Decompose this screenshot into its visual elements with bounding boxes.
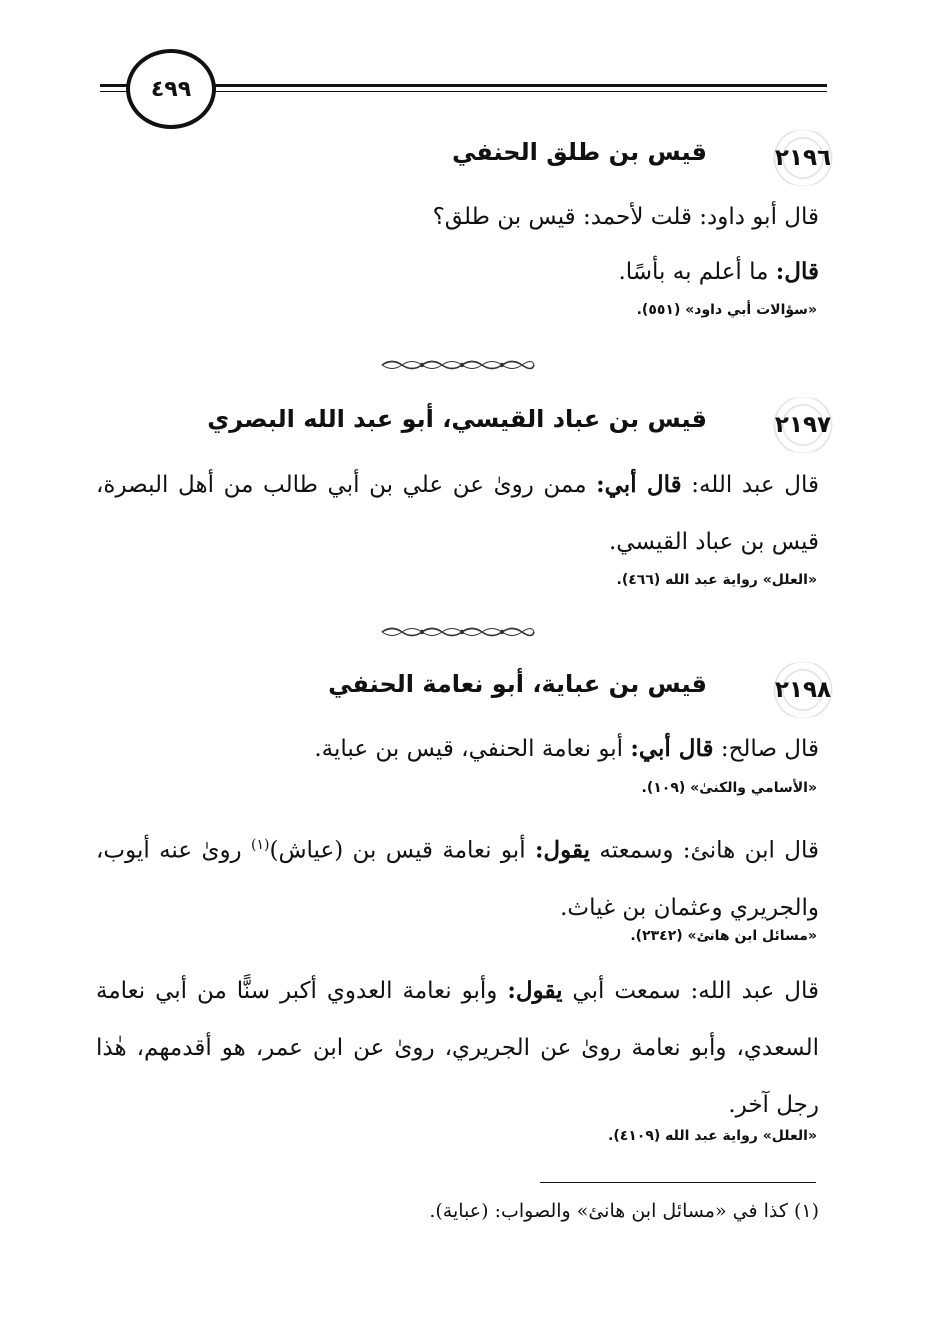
entry-heading (121, 397, 841, 453)
paragraph-bold: يقول: (534, 836, 591, 864)
footnote-marker[interactable]: (١) (251, 837, 270, 853)
paragraph-text: رویٰ عنه أيوب، والجريري وعثمان بن غياث. (96, 837, 819, 921)
paragraph-bold: قال: (775, 258, 819, 285)
paragraph-bold: قال أبي: (596, 471, 682, 498)
divider-ornament-icon (378, 624, 538, 640)
paragraph (96, 817, 819, 937)
paragraph-text: أبو نعامة قيس بن (عياش) (269, 837, 535, 864)
entry-number-rosette: ٢١٩٦ (765, 130, 841, 186)
source-citation: «العلل» رواية عبد الله (٤٦٦). (616, 572, 817, 588)
paragraph (96, 720, 819, 778)
paragraph-text: وأبو نعامة العدوي أكبر سنًّا من أبي نعامة السعدي، وأبو نعامة رویٰ عن الجريري، رویٰ عن ابن عمر، هو أقدمهم، هٰذا رجل آخر. (96, 978, 819, 1118)
source-citation: «مسائل ابن هانئ» (٢٣٤٢). (630, 928, 817, 944)
divider-ornament-icon (378, 357, 538, 373)
paragraph-text: أبو نعامة الحنفي، قيس بن عباية. (314, 736, 631, 762)
paragraph-text: ما أعلم به بأسًا. (618, 259, 776, 285)
entry-title: قيس بن طلق الحنفي (451, 138, 707, 166)
entry-title: قيس بن عباد القيسي، أبو عبد الله البصري (207, 405, 707, 433)
paragraph-text: قال عبد الله: سمعت أبي (562, 978, 819, 1004)
paragraph-text: قال أبو داود: قلت لأحمد: قيس بن طلق؟ (432, 204, 819, 230)
paragraph-bold: يقول: (507, 977, 563, 1004)
source-citation: «الأسامي والكنىٰ» (١٠٩). (641, 780, 817, 796)
paragraph-bold: قال أبي: (630, 735, 714, 762)
entry-heading (121, 130, 841, 186)
paragraph-text: قال ابن هانئ: وسمعته (590, 837, 819, 864)
paragraph (96, 189, 819, 246)
source-citation: «سؤالات أبي داود» (٥٥١). (636, 302, 817, 318)
footnote: (١) كذا في «مسائل ابن هانئ» والصواب: (عباية). (429, 1200, 819, 1222)
paragraph (96, 962, 819, 1134)
entry-heading (121, 662, 841, 718)
entry-title: قيس بن عباية، أبو نعامة الحنفي (328, 670, 707, 698)
paragraph-text: ممن رویٰ عن علي بن أبي طالب من أهل البصرة، قيس بن عباد القيسي. (96, 472, 819, 555)
paragraph (96, 243, 819, 301)
paragraph (96, 456, 819, 571)
paragraph-text: قال عبد الله: (681, 472, 819, 498)
paragraph-text: قال صالح: (713, 736, 819, 762)
footnote-rule (540, 1182, 816, 1183)
entry-number-rosette: ٢١٩٨ (765, 662, 841, 718)
entry-number-rosette: ٢١٩٧ (765, 397, 841, 453)
page-number: ٤٩٩ (126, 49, 216, 129)
source-citation: «العلل» رواية عبد الله (٤١٠٩). (608, 1128, 817, 1144)
